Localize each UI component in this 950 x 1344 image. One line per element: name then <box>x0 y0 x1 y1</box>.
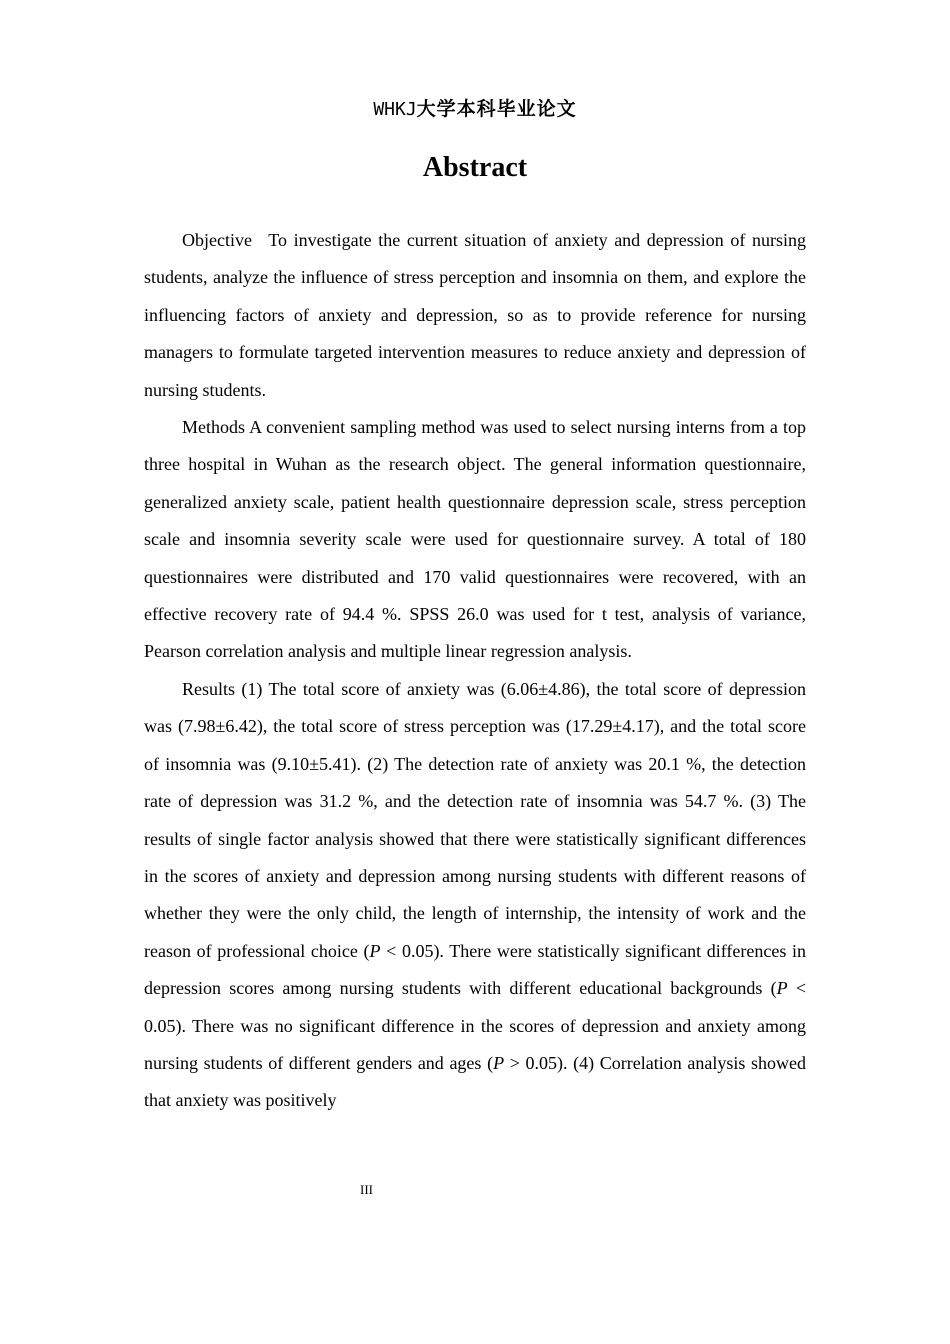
results-lead: Results <box>182 678 236 699</box>
page-number: III <box>360 1182 373 1197</box>
abstract-title: Abstract <box>422 152 528 183</box>
methods-lead: Methods <box>182 417 245 438</box>
abstract-body <box>144 222 806 1120</box>
p-value-symbol: P <box>776 978 788 999</box>
objective-paragraph <box>144 222 806 409</box>
p-value-symbol: P <box>493 1052 505 1073</box>
results-text-4: > 0.05). (4) Correlation analysis showed that anxiety was positively <box>144 1052 806 1111</box>
page-header <box>0 94 950 121</box>
header-title: 大学本科毕业论文 <box>416 98 577 120</box>
header-code: WHKJ <box>373 99 417 120</box>
methods-text: A convenient sampling method was used to select nursing interns from a top three hospital in Wuhan as the research object. The general information questionnaire, generalized anxiety scale, patient health questionnaire depression scale, stress perception scale and insomnia severity scale were used for questionnaire survey. A total of 180 questionnaires were distributed and 170 valid questionnaires were recovered, with an effective recovery rate of 94.4 %. SPSS 26.0 was used for t test, analysis of variance, Pearson correlation analysis and multiple linear regression analysis. <box>144 417 806 662</box>
methods-paragraph <box>144 409 806 671</box>
results-text-3: < 0.05). There was no significant difference in the scores of depression and anxiety among nursing students of different genders and ages ( <box>144 978 806 1073</box>
results-text-2: < 0.05). There were statistically significant differences in depression scores among nursing students with different educational backgrounds ( <box>144 940 806 999</box>
objective-text: To investigate the current situation of anxiety and depression of nursing students, analyze the influence of stress perception and insomnia on them, and explore the influencing factors of anxiety and depression, so as to provide reference for nursing managers to formulate targeted intervention measures to reduce anxiety and depression of nursing students. <box>144 230 806 400</box>
p-value-symbol: P <box>369 940 381 961</box>
objective-lead: Objective <box>182 230 252 250</box>
results-paragraph <box>144 671 806 1120</box>
results-text-1: (1) The total score of anxiety was (6.06±4.86), the total score of depression was (7.98±6.42), the total score of stress perception was (17.29±4.17), and the total score of insomnia was (9.10±5.41). (2) The detection rate of anxiety was 20.1 %, the detection rate of depression was 31.2 %, and the detection rate of insomnia was 54.7 %. (3) The results of single factor analysis showed that there were statistically significant differences in the scores of anxiety and depression among nursing students with different reasons of whether they were the only child, the length of internship, the intensity of work and the reason of professional choice ( <box>144 678 807 961</box>
